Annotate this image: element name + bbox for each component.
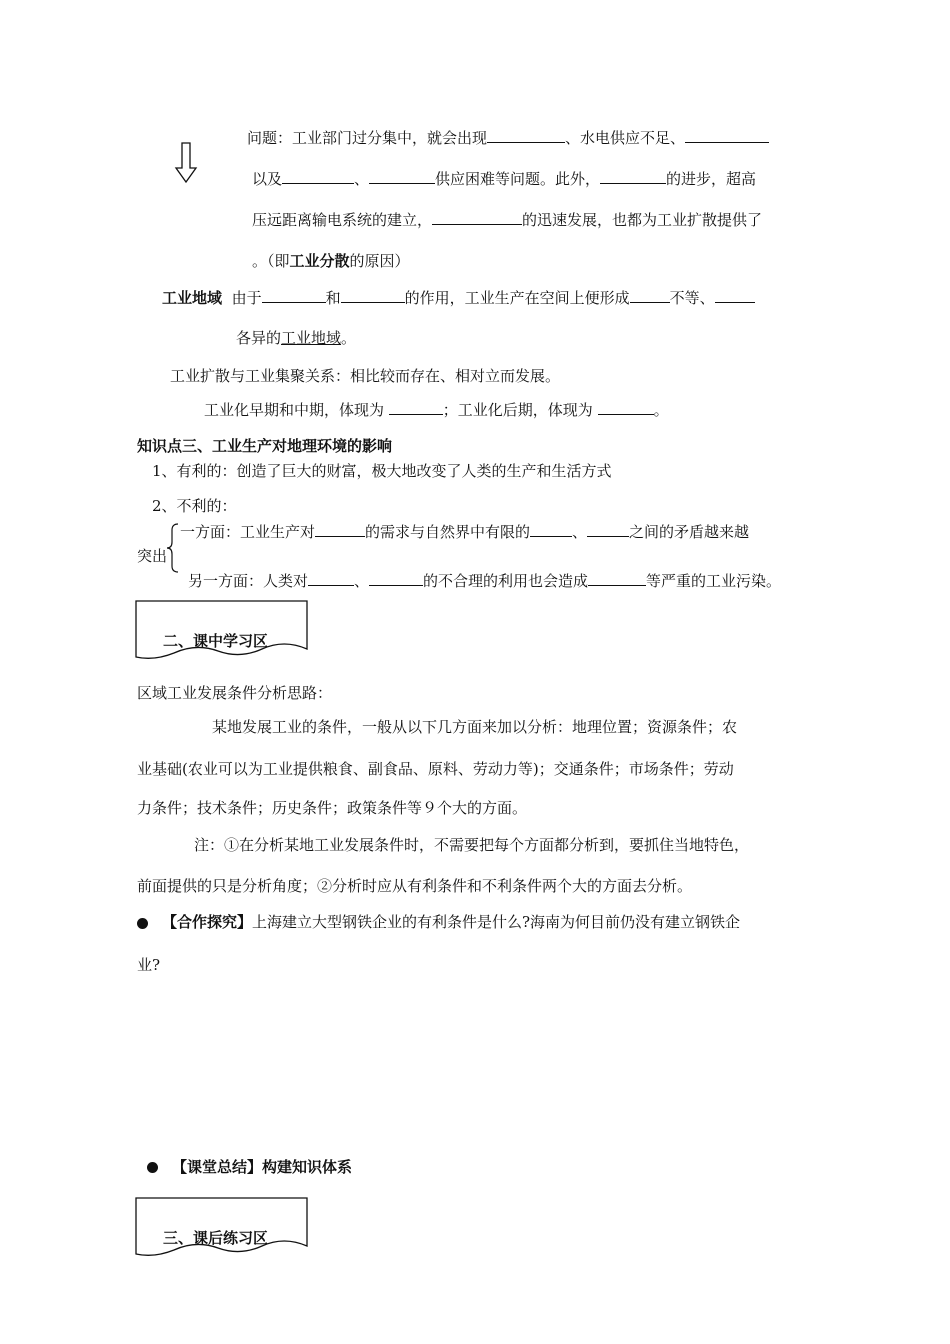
section-title-k3: 知识点三、工业生产对地理环境的影响: [137, 437, 393, 455]
analysis-para-2: 业基础(农业可以为工业提供粮食、副食品、原料、劳动力等)；交通条件；市场条件；劳动: [137, 760, 734, 778]
industrial-region-line-2: 各异的工业地域。: [236, 329, 357, 347]
problem-line-2: 以及 、 供应困难等问题。此外， 的进步，超高: [252, 170, 757, 188]
industrial-region-line: 工业地域 由于 和 的作用，工业生产在空间上便形成 不等、: [162, 288, 755, 308]
problem-line-1: 问题：工业部门过分集中，就会出现 、水电供应不足、: [247, 128, 769, 148]
analysis-para-3: 力条件；技术条件；历史条件；政策条件等９个大的方面。: [137, 799, 528, 817]
banner-title-3: 三、课后练习区: [163, 1229, 269, 1247]
banner-title-2: 二、课中学习区: [163, 632, 269, 650]
note-line-1: 注：①在分析某地工业发展条件时，不需要把每个方面都分析到，要抓住当地特色，: [194, 836, 750, 854]
unfavorable-label: 2、不利的：: [152, 497, 237, 515]
one-side-line: 一方面：工业生产对 的需求与自然界中有限的 、 之间的矛盾越来越: [180, 523, 750, 541]
bullet-icon: [137, 918, 148, 929]
problem-line-3: 压远距离输电系统的建立， 的迅速发展，也都为工业扩散提供了: [252, 211, 763, 229]
relation-text: 工业扩散与工业集聚关系：相比较而存在、相对立而发展。: [170, 367, 561, 385]
coop-question-line-2: 业?: [137, 956, 161, 974]
analysis-title: 区域工业发展条件分析思路：: [137, 684, 333, 702]
problem-line-4: 。（即工业分散的原因）: [252, 252, 410, 270]
bullet-icon: [147, 1162, 158, 1173]
brace-icon: [166, 522, 180, 574]
favorable-text: 1、有利的：创造了巨大的财富，极大地改变了人类的生产和生活方式: [152, 462, 612, 480]
coop-question-line-1: 【合作探究】上海建立大型钢铁企业的有利条件是什么?海南为何目前仍没有建立钢铁企: [137, 912, 740, 932]
analysis-para-1: 某地发展工业的条件，一般从以下几方面来加以分析：地理位置；资源条件；农: [212, 718, 738, 736]
other-side-line: 另一方面：人类对 、 的不合理的利用也会造成 等严重的工业污染。: [188, 572, 782, 590]
down-arrow-icon: [174, 142, 198, 184]
stage-line: 工业化早期和中期，体现为 ；工业化后期，体现为 。: [204, 401, 669, 419]
note-line-2: 前面提供的只是分析角度；②分析时应从有利条件和不利条件两个大的方面去分析。: [137, 877, 693, 895]
brace-side-label: 突出: [137, 547, 168, 565]
summary-heading: 【课堂总结】构建知识体系: [147, 1157, 352, 1177]
